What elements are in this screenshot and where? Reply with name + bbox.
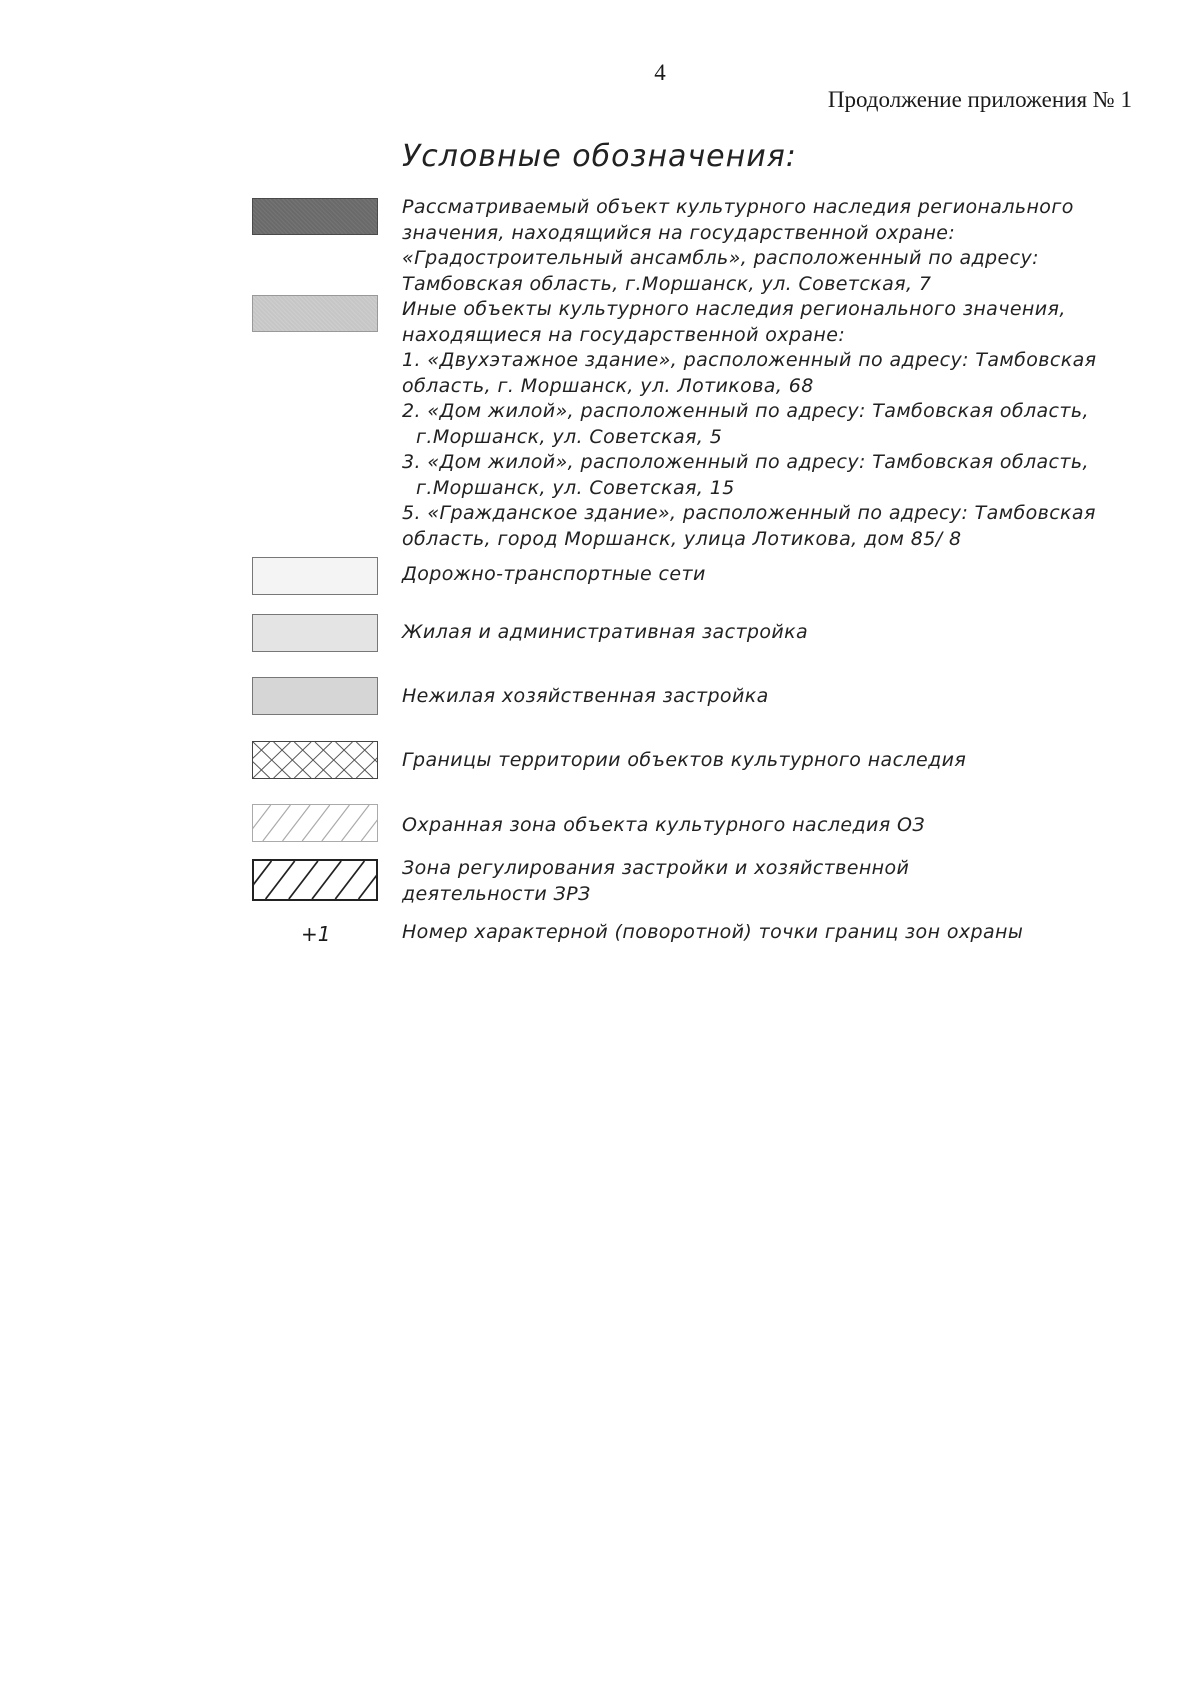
legend-line: область, город Моршанск, улица Лотикова, дом 85/ 8 [402,527,962,550]
legend-line: деятельности ЗРЗ [402,882,591,905]
legend-line: значения, находящийся на государственной охране: [402,221,956,244]
legend-item-non-residential-buildings [402,684,1102,710]
continuation-note: Продолжение приложения № 1 [827,87,1132,112]
legend-item-other-heritage-objects [402,297,1102,552]
legend-item-road-networks [402,562,1102,588]
legend-title: Условные обозначения: [402,139,797,174]
swatch-main-heritage-object [252,198,378,235]
legend-line: г.Моршанск, ул. Советская, 5 [416,425,723,448]
swatch-residential-buildings [252,614,378,652]
legend-line: Зона регулирования застройки и хозяйственной [402,857,910,879]
legend-line: Границы территории объектов культурного наследия [402,749,967,771]
legend-line: Охранная зона объекта культурного наследия ОЗ [402,814,925,836]
legend-line: Жилая и административная застройка [402,621,809,643]
legend-line: Рассматриваемый объект культурного наследия регионального [402,196,1074,218]
legend-item-turning-point [402,920,1102,946]
swatch-other-heritage-objects [252,295,378,332]
swatch-road-networks [252,557,378,595]
legend-line: Номер характерной (поворотной) точки границ зон охраны [402,921,1024,943]
swatch-heritage-territory-cross-hatch [252,741,378,779]
page-number: 4 [654,60,666,85]
legend-line: область, г. Моршанск, ул. Лотикова, 68 [402,374,814,397]
legend-line: 3. «Дом жилой», расположенный по адресу: Тамбовская область, [402,451,1089,473]
legend-item-residential-buildings [402,620,1102,646]
legend-item-main-heritage-object [402,195,1102,297]
legend-line: 2. «Дом жилой», расположенный по адресу: Тамбовская область, [402,400,1089,422]
swatch-protection-zone-hatch [252,804,378,842]
legend-line: Иные объекты культурного наследия регионального значения, [402,298,1066,320]
legend-line: «Градостроительный ансамбль», расположенный по адресу: [402,247,1039,269]
legend-line: Дорожно-транспортные сети [402,563,706,585]
legend-line: 1. «Двухэтажное здание», расположенный по адресу: Тамбовская [402,349,1097,371]
legend-line: Тамбовская область, г.Моршанск, ул. Советская, 7 [402,272,932,295]
legend-item-protection-zone [402,813,1102,839]
swatch-non-residential-buildings [252,677,378,715]
legend-line: Нежилая хозяйственная застройка [402,685,769,707]
swatch-regulation-zone-hatch [252,859,378,901]
legend-line: находящиеся на государственной охране: [402,323,846,346]
legend-item-heritage-territory-boundaries [402,748,1102,774]
legend-line: 5. «Гражданское здание», расположенный по адресу: Тамбовская [402,502,1096,524]
legend-item-regulation-zone [402,856,1102,907]
turning-point-marker: +1 [301,922,331,946]
legend-line: г.Моршанск, ул. Советская, 15 [416,476,735,499]
